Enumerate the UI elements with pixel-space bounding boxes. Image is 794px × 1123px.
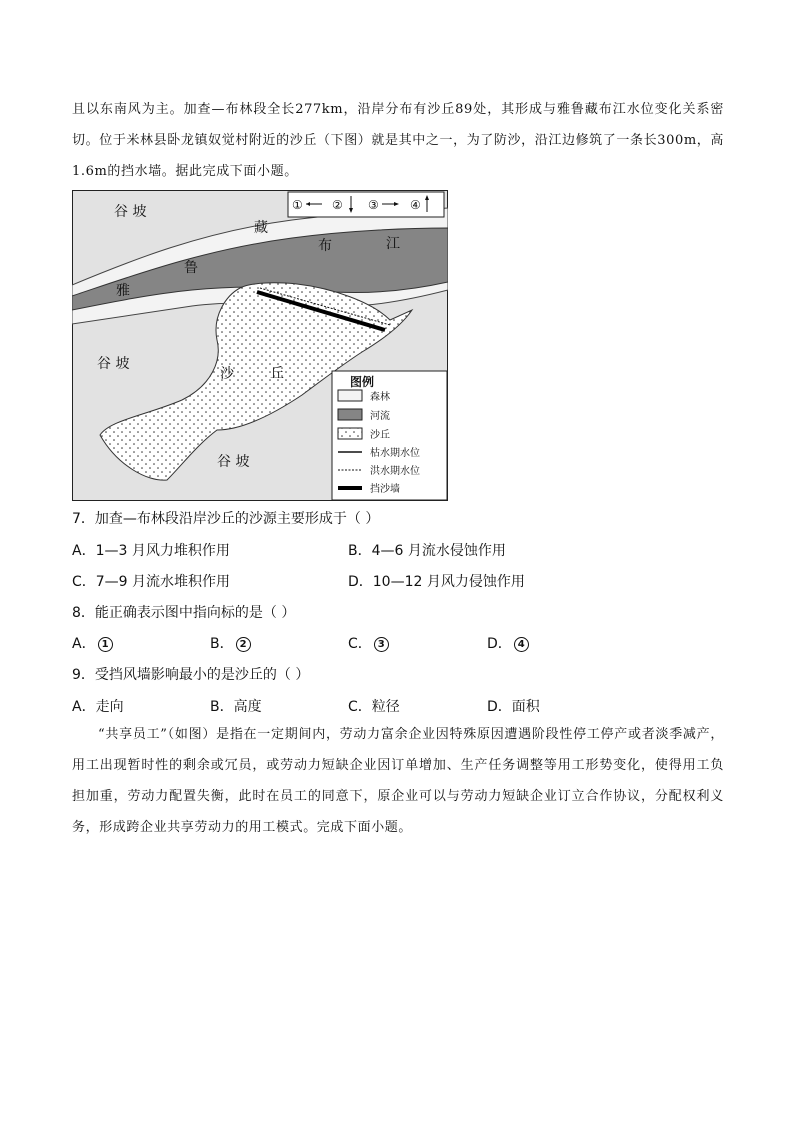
q7-option-d[interactable]: D．10—12 月风力侵蚀作用 <box>348 574 525 590</box>
legend-flood-level: 洪水期水位 <box>370 466 420 477</box>
circled-2-icon: 2 <box>236 637 251 652</box>
legend-dune: 沙丘 <box>370 430 390 441</box>
q7-option-c[interactable]: C．7—9 月流水堆积作用 <box>72 574 231 590</box>
legend-wall: 挡沙墙 <box>370 484 400 495</box>
label-river-3: 藏 <box>254 220 268 236</box>
q8-option-b-prefix: B． <box>210 636 234 652</box>
label-slope-left: 谷 坡 <box>97 356 130 372</box>
circled-4-icon: 4 <box>514 637 529 652</box>
q8-option-d[interactable] <box>487 633 529 653</box>
q9-option-c[interactable]: C．粒径 <box>348 699 400 715</box>
question-8: 8．能正确表示图中指向标的是（ ） <box>72 605 296 621</box>
label-slope-top: 谷 坡 <box>114 204 147 220</box>
dune-map-figure <box>72 190 448 501</box>
legend-title: 图例 <box>350 375 375 389</box>
intro-paragraph-2: “共享员工”（如图）是指在一定期间内，劳动力富余企业因特殊原因遭遇阶段性停工停产或者淡季减产，用工出现暂时性的剩余或冗员，或劳动力短缺企业因订单增加、生产任务调整等用工形势变化，使得用工负担加重，劳动力配置失衡，此时在员工的同意下，原企业可以与劳动力短缺企业订立合作协议，分配权利义务，形成跨企业共享劳动力的用工模式。完成下面小题。 <box>72 727 724 835</box>
label-river-5: 江 <box>386 236 400 252</box>
label-river-2: 鲁 <box>184 260 198 276</box>
question-9: 9．受挡风墙影响最小的是沙丘的（ ） <box>72 667 310 683</box>
compass-option-1: ① <box>292 198 303 212</box>
legend-dry-level: 枯水期水位 <box>370 448 420 459</box>
q8-option-c-prefix: C． <box>348 636 372 652</box>
question-7: 7．加查—布林段沿岸沙丘的沙源主要形成于（ ） <box>72 511 380 527</box>
intro-paragraph-1: 且以东南风为主。加查—布林段全长277km，沿岸分布有沙丘89处，其形成与雅鲁藏布江水位变化关系密切。位于米林县卧龙镇奴觉村附近的沙丘（下图）就是其中之一，为了防沙，沿江边修筑了一条长300m，高1.6m的挡水墙。据此完成下面小题。 <box>72 102 724 179</box>
q8-option-b[interactable] <box>210 633 251 653</box>
compass-option-2: ② <box>332 198 343 212</box>
circled-3-icon: 3 <box>374 637 389 652</box>
compass-option-4: ④ <box>410 198 421 212</box>
label-dune-2: 丘 <box>270 366 284 382</box>
q8-option-a-prefix: A． <box>72 636 96 652</box>
label-river-4: 布 <box>318 238 332 254</box>
label-river-1: 雅 <box>116 283 130 299</box>
map-legend <box>332 371 447 500</box>
label-slope-bottom: 谷 坡 <box>217 454 250 470</box>
legend-forest: 森林 <box>370 392 390 403</box>
q8-option-a[interactable] <box>72 633 113 653</box>
circled-1-icon: 1 <box>98 637 113 652</box>
q8-option-d-prefix: D． <box>487 636 512 652</box>
q9-option-a[interactable]: A．走向 <box>72 699 124 715</box>
label-dune-1: 沙 <box>220 366 234 382</box>
q9-option-d[interactable]: D．面积 <box>487 699 540 715</box>
q7-option-b[interactable]: B．4—6 月流水侵蚀作用 <box>348 543 506 559</box>
compass-option-3: ③ <box>368 198 379 212</box>
q7-option-a[interactable]: A．1—3 月风力堆积作用 <box>72 543 230 559</box>
legend-river: 河流 <box>370 411 390 422</box>
q8-option-c[interactable] <box>348 633 389 653</box>
q9-option-b[interactable]: B．高度 <box>210 699 262 715</box>
